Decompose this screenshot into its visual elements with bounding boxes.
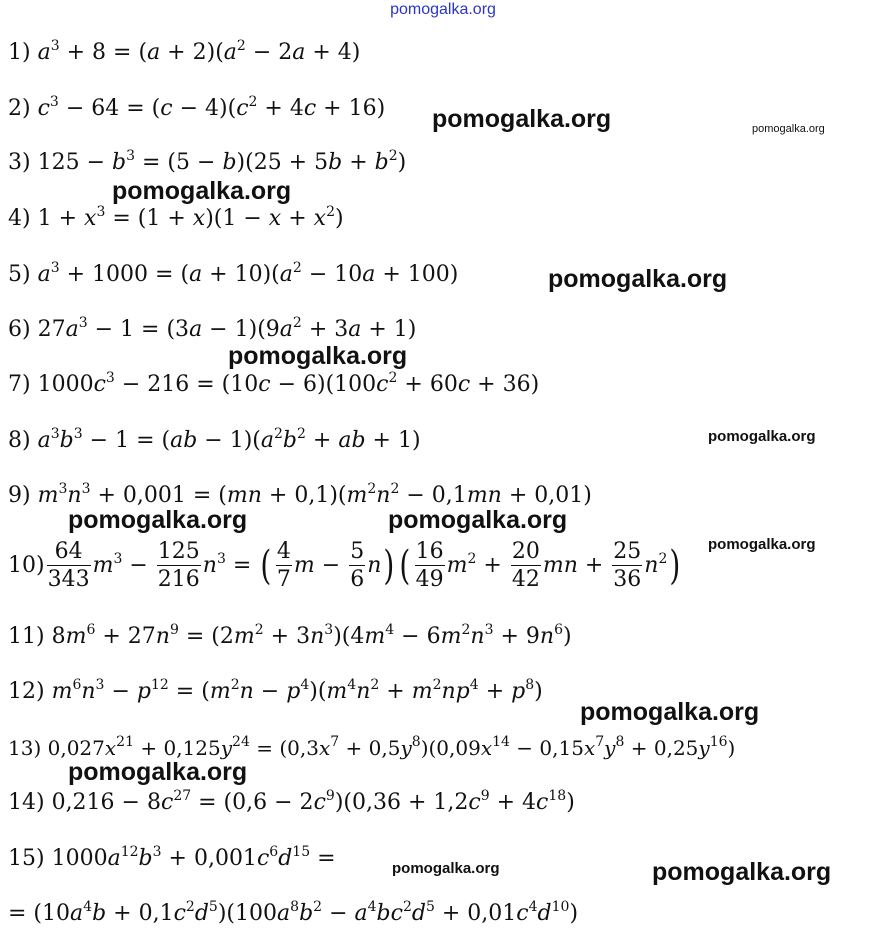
equation-label: 3) — [8, 150, 31, 175]
equation-label: 4) — [8, 206, 31, 231]
fraction: $\frac{4}{7}$ — [276, 539, 291, 592]
equation-10: 10) $\frac{64}{343}$ $m^3$ − $\frac{125}{216}$ $n^3$ = ( $\frac{4}{7}$ m − $\frac{5}{6}$ n) ( $\frac{16}{49}$ $m^2$ + $\frac{20}{42}$ mn + $\frac{25}{36}$ $n^2$) — [8, 539, 681, 592]
watermark: pomogalka.org — [580, 698, 760, 726]
equation-label: 2) — [8, 96, 31, 121]
watermark: pomogalka.org — [708, 536, 816, 553]
fraction: $\frac{64}{343}$ — [47, 539, 90, 592]
equation-6: 6) $27a^3 - 1 = (3a - 1)(9a^2 + 3a + 1)$ — [8, 315, 417, 342]
equation-3: 3) $125 - b^3 = (5 - b)(25 + 5b + b^2)$ — [8, 148, 407, 175]
watermark: pomogalka.org — [392, 860, 500, 877]
site-link[interactable]: pomogalka.org — [390, 1, 496, 18]
equation-15-continuation: = $(10a^4b + 0,1c^2d^5)(100a^8b^2 - a^4bc^2d^5 + 0,01c^4d^{10})$ — [8, 899, 579, 926]
equation-13: 13) $0,027x^{21} + 0,125y^{24} = (0,3x^7 + 0,5y^8)(0,09x^{14} - 0,15x^7y^8 + 0,25y^{16})$ — [8, 734, 736, 760]
watermark: pomogalka.org — [432, 105, 612, 133]
equation-label: 6) — [8, 317, 31, 342]
equation-8: 8) $a^3b^3 - 1 = (ab - 1)(a^2b^2$ + ab + 1) — [8, 426, 421, 453]
watermark: pomogalka.org — [548, 265, 728, 293]
equation-label: 14) — [8, 790, 45, 815]
equation-label: 7) — [8, 372, 31, 397]
fraction: $\frac{5}{6}$ — [350, 539, 365, 592]
equation-11: 11) $8m^6 + 27n^9 = (2m^2 + 3n^3)(4m^4 - 6m^2n^3 + 9n^6)$ — [8, 622, 572, 649]
watermark: pomogalka.org — [752, 123, 825, 135]
equation-12: 12) $m^6n^3 - p^{12} = (m^2n - p^4)(m^4n^2 + m^2np^4 + p^8)$ — [8, 677, 543, 704]
equation-label: 15) — [8, 846, 45, 871]
watermark: pomogalka.org — [388, 506, 568, 534]
equation-7: 7) $1000c^3 - 216 = (10c - 6)(100c^2 + 60c + 36)$ — [8, 370, 540, 397]
equation-label: 1) — [8, 40, 31, 65]
equation-4: 4) $1 + x^3 = (1 + x)(1 - x + x^2)$ — [8, 204, 344, 231]
watermark: pomogalka.org — [68, 758, 248, 786]
equation-label: 11) — [8, 624, 45, 649]
equation-label: 5) — [8, 262, 31, 287]
watermark: pomogalka.org — [112, 177, 292, 205]
fraction: $\frac{25}{36}$ — [613, 539, 642, 592]
watermark: pomogalka.org — [228, 342, 408, 370]
fraction: $\frac{16}{49}$ — [415, 539, 444, 592]
equation-label: 8) — [8, 428, 31, 453]
equation-label: 13) — [8, 736, 42, 760]
equation-15: 15) $1000a^{12}b^3 + 0,001c^6d^{15}$ = — [8, 844, 336, 871]
equation-9: 9) $m^3n^3 + 0,001 = (mn + 0,1)(m^2n^2 - 0,1mn + 0,01)$ — [8, 481, 592, 508]
fraction: $\frac{125}{216}$ — [157, 539, 200, 592]
equation-label: 9) — [8, 483, 31, 508]
equation-1: 1) $a^3 + 8 = (a + 2)(a^2 - 2a + 4)$ — [8, 38, 361, 65]
watermark: pomogalka.org — [68, 506, 248, 534]
equation-14: 14) $0,216 - 8c^{27} = (0,6 - 2c^9)(0,36 + 1,2c^9 + 4c^{18})$ — [8, 788, 575, 815]
equation-label: 10) — [8, 553, 45, 578]
watermark: pomogalka.org — [652, 858, 832, 886]
equation-5: 5) $a^3 + 1000 = (a + 10)(a^2 - 10a + 100)$ — [8, 260, 459, 287]
watermark: pomogalka.org — [708, 428, 816, 445]
equation-label: 12) — [8, 679, 45, 704]
equation-2: 2) $c^3 - 64 = (c - 4)(c^2 + 4c + 16)$ — [8, 94, 386, 121]
fraction: $\frac{20}{42}$ — [511, 539, 540, 592]
